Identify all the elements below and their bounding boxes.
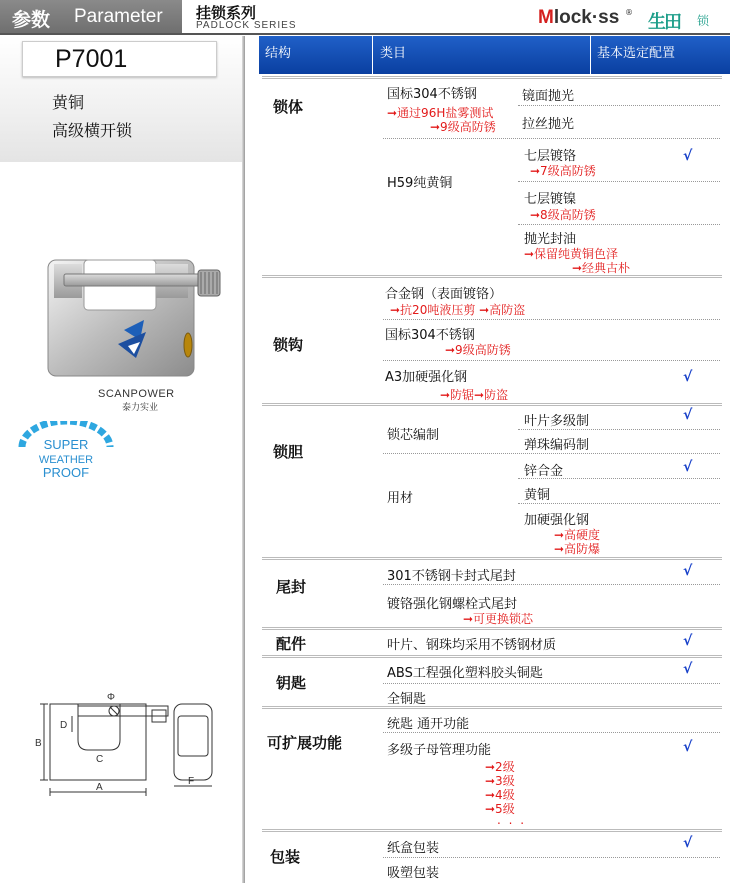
section-divider [262,829,722,832]
brand-logo-suo: 锁 [697,14,710,28]
cylinder-wafer: 叶片多级制 [524,414,590,429]
shackle-a3-note: ➞防锯➞防盗 [440,388,509,402]
section-title-pack: 包装 [270,848,301,866]
lock-body-ss304: 国标304不锈钢 [387,87,477,102]
gear-arc-icon [16,421,116,481]
header-divider [0,33,730,35]
ext-master: 统匙 通开功能 [387,717,470,732]
lock-body-polish-oil: 抛光封油 [524,232,577,247]
dim-d: D [60,720,68,731]
lock-body-chrome7: 七层镀铬 [524,149,577,164]
parts-desc: 叶片、钢珠均采用不锈钢材质 [387,638,557,653]
badge-line3: PROOF [42,465,90,480]
section-title-shackle: 锁钩 [273,336,304,354]
header-parameter-banner [0,0,182,33]
series-title-cn: 挂锁系列 [196,4,257,22]
cylinder-coding: 锁芯编制 [387,428,440,443]
image-brand: SCANPOWER [98,388,175,400]
dim-f: F [188,776,195,787]
series-title-en: PADLOCK SERIES [196,20,297,31]
key-abs: ABS工程强化塑料胶头铜匙 [387,666,543,681]
section-title-parts: 配件 [276,635,307,653]
ext-more-levels: . . . [497,813,527,827]
check-parts: √ [683,633,693,649]
lock-body-ss304-note1: ➞通过96H盐雾测试 [387,106,494,120]
ext-multi: 多级子母管理功能 [387,743,492,758]
image-brand-cn: 泰力实业 [122,403,159,413]
cylinder-material: 用材 [387,491,414,506]
dim-a: A [96,782,103,793]
lock-body-nickel7: 七层镀镍 [524,192,577,207]
cylinder-hardened-note1: ➞高硬度 [554,528,601,542]
shackle-alloy-note: ➞抗20吨液压剪 ➞高防盗 [390,303,526,317]
model-box [22,41,217,77]
section-divider [262,403,722,406]
col-header-category: 类目 [380,46,407,61]
cylinder-zinc: 锌合金 [524,464,564,479]
tail-clip: 301不锈钢卡封式尾封 [387,569,516,584]
check-chrome7: √ [683,148,693,164]
section-divider [262,275,722,278]
col-header-config: 基本选定配置 [597,46,676,61]
table-header [259,36,730,74]
panel-divider [242,36,245,883]
check-a3: √ [683,369,693,385]
key-copper: 全铜匙 [387,692,427,707]
shackle-ss304-note: ➞9级高防锈 [445,343,511,357]
lock-body-brushed: 拉丝抛光 [522,117,575,132]
cylinder-brass: 黄铜 [524,488,551,503]
lock-body-nickel7-note: ➞8级高防锈 [530,208,596,222]
check-wafer: √ [683,407,693,423]
section-divider [262,557,722,560]
dim-phi: Φ [107,692,115,703]
padlock-image [44,220,224,389]
tail-screw: 镀铬强化钢螺栓式尾封 [387,597,518,612]
dimension-diagram [28,690,228,809]
lock-body-mirror: 镜面抛光 [522,89,575,104]
section-title-tail: 尾封 [276,578,307,596]
section-title-key: 钥匙 [276,674,307,692]
product-material: 黄铜 [52,93,85,112]
check-ext-multi: √ [683,739,693,755]
section-title-ext: 可扩展功能 [267,734,343,752]
lock-body-chrome7-note: ➞7级高防锈 [530,164,596,178]
ext-level-2: ➞2级 [485,760,515,774]
section-divider [262,76,722,79]
dim-c: C [96,754,104,765]
super-weather-proof-badge [16,421,116,485]
registered-mark: ® [625,8,633,17]
check-tail-clip: √ [683,563,693,579]
product-type: 高级横开锁 [52,121,133,140]
badge-line2: WEATHER [38,454,94,466]
ext-level-5: ➞5级 [485,802,515,816]
ext-level-4: ➞4级 [485,788,515,802]
lock-body-polish-oil-note2: ➞经典古朴 [572,261,631,275]
header-param-cn: 参数 [12,9,51,31]
shackle-alloy: 合金钢（表面镀铬） [385,287,503,302]
dim-b: B [35,738,42,749]
dimension-drawing [28,690,228,805]
check-key-abs: √ [683,661,693,677]
cylinder-hardened: 加硬强化钢 [524,513,590,528]
cylinder-hardened-note2: ➞高防爆 [554,542,601,556]
header-param-en: Parameter [74,6,163,27]
lock-body-h59: H59纯黄铜 [387,176,453,191]
brand-logo-mlockss: Mlock·ss [538,7,620,28]
section-divider [262,655,722,658]
section-divider [262,627,722,630]
section-divider [262,706,722,709]
shackle-ss304: 国标304不锈钢 [385,328,475,343]
pack-blister: 吸塑包装 [387,866,440,881]
check-zinc: √ [683,459,693,475]
pack-box: 纸盒包装 [387,841,440,856]
ext-level-3: ➞3级 [485,774,515,788]
padlock-illustration [44,220,224,385]
lock-body-polish-oil-note1: ➞保留纯黄铜色泽 [524,247,619,261]
lock-body-ss304-note2: ➞9级高防锈 [430,120,496,134]
cylinder-pin: 弹珠编码制 [524,438,590,453]
shackle-a3: A3加硬强化钢 [385,370,468,385]
model-number: P7001 [55,45,128,73]
check-pack-box: √ [683,835,693,851]
badge-line1: SUPER [43,437,89,452]
section-title-lock-body: 锁体 [273,98,304,116]
section-title-cylinder: 锁胆 [273,443,304,461]
brand-logo-shengtian: 生田 [648,12,680,33]
tail-screw-note: ➞可更换锁芯 [463,612,534,626]
col-header-structure: 结构 [265,46,292,61]
